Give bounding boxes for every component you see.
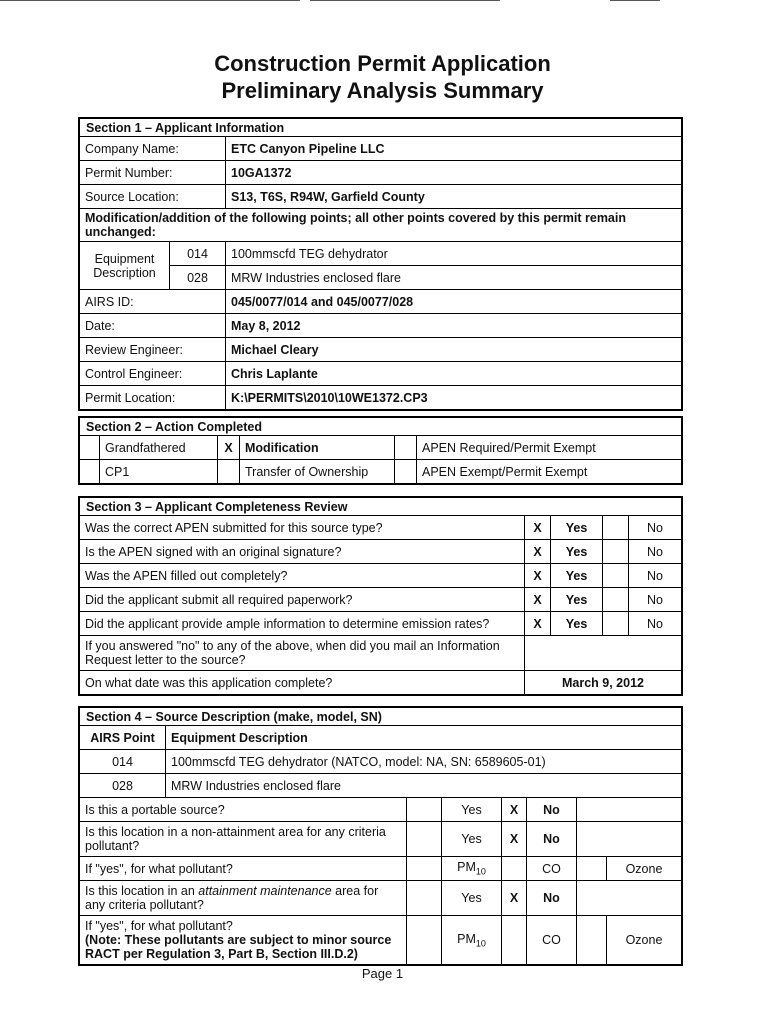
table-row <box>80 516 682 540</box>
yes-label: Yes <box>551 564 603 588</box>
action-label: Grandfathered <box>100 436 218 460</box>
yes-mark: X <box>525 516 551 540</box>
letter-answer <box>525 636 682 671</box>
title-line-1: Construction Permit Application <box>214 51 551 76</box>
equipment-desc: MRW Industries enclosed flare <box>166 774 682 798</box>
no-label: No <box>629 564 682 588</box>
maint-post: area for any criteria pollutant? <box>85 884 379 912</box>
pm-base: PM <box>457 860 476 875</box>
question: Was the correct APEN submitted for this source type? <box>80 516 525 540</box>
pm-base: PM <box>457 931 476 946</box>
blank-cell <box>407 857 442 881</box>
yes-label: Yes <box>442 881 502 916</box>
question: Is the APEN signed with an original signature? <box>80 540 525 564</box>
ract-note: (Note: These pollutants are subject to minor source RACT per Regulation 3, Part B, Section III.D.2) <box>85 933 392 961</box>
permit-location-value: K:\PERMITS\2010\10WE1372.CP3 <box>226 386 682 410</box>
table-row <box>80 540 682 564</box>
permit-number-value: 10GA1372 <box>226 161 682 185</box>
no-label: No <box>527 881 577 916</box>
airs-point: 014 <box>80 750 166 774</box>
no-label: No <box>629 612 682 636</box>
yes-mark: X <box>525 612 551 636</box>
maint-pre: Is this location in an <box>85 884 199 898</box>
action-label: APEN Exempt/Permit Exempt <box>417 460 682 484</box>
permit-location-label: Permit Location: <box>80 386 226 410</box>
yes-label: Yes <box>551 540 603 564</box>
blank-cell <box>577 916 607 965</box>
co-label: CO <box>527 916 577 965</box>
scan-top-line-2 <box>310 0 500 1</box>
source-location-label: Source Location: <box>80 185 226 209</box>
equipment-point: 014 <box>170 242 226 266</box>
blank-cell <box>502 916 527 965</box>
section-3-header: Section 3 – Applicant Completeness Review <box>80 498 682 516</box>
blank-cell <box>407 822 442 857</box>
yes-label: Yes <box>551 612 603 636</box>
x-mark: X <box>502 881 527 916</box>
table-row <box>80 612 682 636</box>
modification-note: Modification/addition of the following points; all other points covered by this permit remain unchanged: <box>80 209 682 242</box>
title-line-2: Preliminary Analysis Summary <box>221 78 544 103</box>
complete-question: On what date was this application complete? <box>80 671 525 695</box>
airs-id-label: AIRS ID: <box>80 290 226 314</box>
blank-cell <box>407 881 442 916</box>
section-3-completeness-review <box>78 496 683 696</box>
checkbox-cp1 <box>80 460 100 484</box>
checkbox-apen-exempt <box>395 460 417 484</box>
x-mark: X <box>502 822 527 857</box>
equipment-desc: 100mmscfd TEG dehydrator <box>226 242 682 266</box>
yes-label: Yes <box>551 588 603 612</box>
col-equipment-description: Equipment Description <box>166 726 682 750</box>
blank-cell <box>502 857 527 881</box>
section-2-header: Section 2 – Action Completed <box>80 418 682 436</box>
if-yes-pollutant-question: If "yes", for what pollutant? <box>80 857 407 881</box>
blank-cell <box>577 798 682 822</box>
ozone-label: Ozone <box>607 916 682 965</box>
table-row <box>80 564 682 588</box>
co-label: CO <box>527 857 577 881</box>
no-label: No <box>629 516 682 540</box>
question: Did the applicant provide ample information to determine emission rates? <box>80 612 525 636</box>
no-label: No <box>629 540 682 564</box>
scan-top-line-3 <box>610 0 660 1</box>
table-row <box>80 774 682 798</box>
pm-subscript: 10 <box>475 938 486 949</box>
blank-cell <box>577 857 607 881</box>
equipment-desc: 100mmscfd TEG dehydrator (NATCO, model: NA, SN: 6589605-01) <box>166 750 682 774</box>
blank-cell <box>407 798 442 822</box>
yes-mark: X <box>525 588 551 612</box>
blank-cell <box>407 916 442 965</box>
control-engineer-label: Control Engineer: <box>80 362 226 386</box>
section-1-header: Section 1 – Applicant Information <box>80 119 682 137</box>
action-label: CP1 <box>100 460 218 484</box>
action-label: Modification <box>240 436 395 460</box>
yes-label: Yes <box>442 798 502 822</box>
yes-mark: X <box>525 564 551 588</box>
section-4-source-description <box>78 706 683 966</box>
date-value: May 8, 2012 <box>226 314 682 338</box>
company-label: Company Name: <box>80 137 226 161</box>
blank-cell <box>577 822 682 857</box>
nonattainment-question: Is this location in a non-attainment area for any criteria pollutant? <box>80 822 407 857</box>
action-label: Transfer of Ownership <box>240 460 395 484</box>
pm10-label <box>442 857 502 881</box>
company-value: ETC Canyon Pipeline LLC <box>226 137 682 161</box>
no-label: No <box>527 822 577 857</box>
no-label: No <box>527 798 577 822</box>
page-title <box>0 50 765 104</box>
scan-top-line <box>0 0 300 1</box>
equipment-point: 028 <box>170 266 226 290</box>
pollutant-note-question <box>80 916 407 965</box>
letter-question: If you answered "no" to any of the above, when did you mail an Information Request letter to the source? <box>80 636 525 671</box>
no-mark <box>603 588 629 612</box>
section-2-action-completed <box>78 416 683 485</box>
if-yes-pollutant-question: If "yes", for what pollutant? <box>85 919 233 933</box>
x-mark: X <box>502 798 527 822</box>
yes-label: Yes <box>442 822 502 857</box>
control-engineer-value: Chris Laplante <box>226 362 682 386</box>
review-engineer-label: Review Engineer: <box>80 338 226 362</box>
page-number: Page 1 <box>361 966 404 981</box>
permit-number-label: Permit Number: <box>80 161 226 185</box>
maintenance-question <box>80 881 407 916</box>
section-1-applicant-information <box>78 117 683 411</box>
yes-mark: X <box>525 540 551 564</box>
maint-italic: attainment maintenance <box>198 884 332 898</box>
blank-cell <box>577 881 682 916</box>
complete-answer: March 9, 2012 <box>525 671 682 695</box>
question: Did the applicant submit all required paperwork? <box>80 588 525 612</box>
question: Was the APEN filled out completely? <box>80 564 525 588</box>
pm-subscript: 10 <box>475 866 486 877</box>
portable-question: Is this a portable source? <box>80 798 407 822</box>
no-mark <box>603 516 629 540</box>
no-mark <box>603 612 629 636</box>
pm10-label <box>442 916 502 965</box>
ozone-label: Ozone <box>607 857 682 881</box>
section-4-header: Section 4 – Source Description (make, model, SN) <box>80 708 682 726</box>
equipment-desc: MRW Industries enclosed flare <box>226 266 682 290</box>
no-mark <box>603 564 629 588</box>
source-location-value: S13, T6S, R94W, Garfield County <box>226 185 682 209</box>
checkbox-grandfathered <box>80 436 100 460</box>
action-label: APEN Required/Permit Exempt <box>417 436 682 460</box>
col-airs-point: AIRS Point <box>80 726 166 750</box>
table-row <box>80 750 682 774</box>
no-mark <box>603 540 629 564</box>
table-row <box>80 588 682 612</box>
yes-label: Yes <box>551 516 603 540</box>
checkbox-transfer <box>218 460 240 484</box>
airs-point: 028 <box>80 774 166 798</box>
date-label: Date: <box>80 314 226 338</box>
checkbox-apen-required <box>395 436 417 460</box>
no-label: No <box>629 588 682 612</box>
review-engineer-value: Michael Cleary <box>226 338 682 362</box>
equipment-description-label: Equipment Description <box>80 242 170 290</box>
checkbox-modification: X <box>218 436 240 460</box>
airs-id-value: 045/0077/014 and 045/0077/028 <box>226 290 682 314</box>
